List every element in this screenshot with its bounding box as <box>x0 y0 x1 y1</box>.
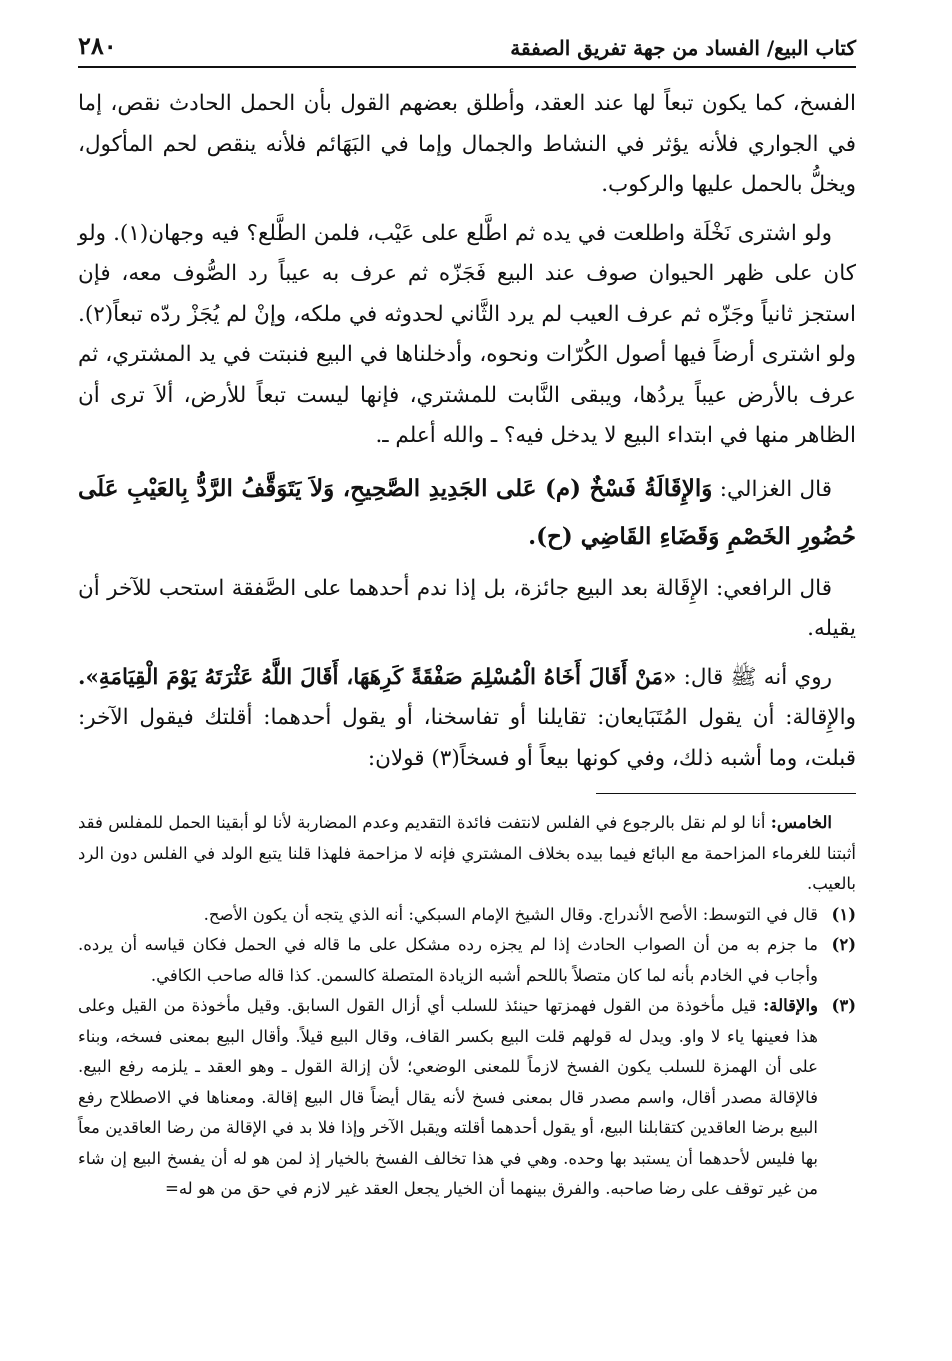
matn-text: وَالإِقَالَةُ فَسْخٌ (م) عَلى الجَدِيدِ الصَّحِيحِ، وَلاَ يَتَوَقَّفُ الرَّدُّ بِالعَيْبِ عَلَى حُضُورِ الخَصْمِ وَقَضَاءِ القَاضِي (ح). <box>78 474 856 550</box>
header-rule <box>78 66 856 68</box>
footnote-3-label: والإقالة: <box>763 996 818 1015</box>
footnote-3-text: قيل مأخوذة من القول فهمزتها حينئذ للسلب أي أزال القول السابق. وقيل مأخوذة من القيل وعلى هذا فعينها ياء لا واو. ويدل له قولهم قلت البيع بكسر القاف، وقال البيع قيلاً. وأقال البيع بمعنى فسخه، وبناء على أن الهمزة للسلب يكون الفسخ لازماً للمعنى الوضعي؛ لأن إزالة القول ـ وهو العقد ـ يلزمه رفع البيع. فالإقالة مصدر أقال، واسم مصدر قال بمعنى فسخ لأنه يقال أيضاً قال البيع إقالة. ومعناها في الاصطلاح رفع البيع برضا العاقدين كتقابلنا البيع، أو يقول أحدهما أقلته ويقبل الآخر وإذا فلا بد في الإقالة من رضا العاقدين معاً بها فليس لأحدهما أن يستبد بها وحده. وهي في هذا تخالف الفسخ بالخيار إذ لمن هو له أن يفسخ البيع إن شاء من غير توقف على رضا صاحبه. والفرق بينهما أن الخيار يجعل العقد غير لازم في حق من هو له= <box>78 996 818 1198</box>
paragraph-2: ولو اشترى نَخْلَة واطلعت في يده ثم اطَّلع على عَيْب، فلمن الطَّلع؟ فيه وجهان(١). ولو كان على ظهر الحيوان صوف عند البيع فَجَزّه ثم عرف به عيباً رد الصُّوف معه، فإن استجز ثانياً وجَزّه ثم عرف العيب لم يرد الثَّاني لحدوثه في ملكه، وإنْ لم يُجَزْ ردّه تبعاً(٢). ولو اشترى أرضاً فيها أصول الكُرّات ونحوه، وأدخلناها في البيع فنبتت في يد المشتري، ثم عرف بالأرض عيباً يردُها، ويبقى النَّابت للمشتري، فإنها ليست تبعاً للأرض، ألاَ ترى أن الظاهر منها في ابتداء البيع لا يدخل فيه؟ ـ والله أعلم ـ. <box>78 220 856 448</box>
footnote-3-number: (٣) <box>831 996 856 1015</box>
paragraph-3: قال الرافعي: الإِقَالة بعد البيع جائزة، بل إذا ندم أحدهما على الصَّفقة استحب للآخر أن يقيله. <box>78 575 856 641</box>
footnote-1-number: (١) <box>831 904 856 924</box>
footnote-continuation <box>78 808 856 900</box>
matn-paragraph <box>78 465 856 561</box>
footnote-2 <box>78 930 856 991</box>
book-page <box>78 24 856 1205</box>
footnote-1 <box>78 900 856 931</box>
footnote-3 <box>78 991 856 1205</box>
hadith-intro: روي أنه ﷺ قال: <box>676 664 832 690</box>
page-header <box>78 24 856 60</box>
paragraph-4 <box>78 658 856 780</box>
footnote-rule <box>596 793 856 794</box>
footnote-3-body <box>78 991 818 1205</box>
paragraph-1: الفسخ، كما يكون تبعاً لها عند العقد، وأطلق بعضهم القول بأن الحمل الحادث نقص، إما في الجواري فلأنه يؤثر في النشاط والجمال وإما في البَهَائم فلأنه ينقص لحم المأكول، ويخلُّ بالحمل عليها والركوب. <box>78 91 856 197</box>
footnotes <box>78 808 856 1205</box>
running-title: كتاب البيع/ الفساد من جهة تفريق الصفقة <box>510 36 856 60</box>
footnote-2-number: (٢) <box>831 935 856 954</box>
footnote-2-text: ما جزم به من أن الصواب الحادث إذا لم يجزه رده مشكل على ما قاله في الحمل فكان قياسه أن يرده. وأجاب في الخادم بأنه لما كان متصلاً باللحم أشبه الزيادة المتصلة كالسمن. كذا قاله صاحب الكافي. <box>78 935 818 985</box>
main-text <box>78 84 856 779</box>
continuation-label: الخامس: <box>770 813 832 832</box>
paragraph-4-rest: والإِقالة: أن يقول المُتَبَايعان: تقايلنا أو تفاسخنا، أو يقول أحدهما: أقلتك فيقول الآخر: قبلت، وما أشبه ذلك، وفي كونها بيعاً أو فسخاً(٣) قولان: <box>78 705 856 771</box>
page-number: ٢٨٠ <box>78 31 117 60</box>
continuation-text: أنا لو لم نقل بالرجوع في الفلس لانتفت فائدة التقديم وعدم المضاربة لأنا لو أبقينا الحمل للمفلس فقد أثبتنا للغرماء المزاحمة مع البائع فيما بيده بخلاف المشتري فإنه لا مزاحمة فلهذا قلنا يتبع الولد في الفلس دون الرد بالعيب. <box>78 813 856 893</box>
hadith-text: «مَنْ أَقَالَ أَخَاهُ الْمُسْلِمَ صَفْقَةً كَرِهَهَا، أَقَالَ اللَّهُ عَثْرَتَهُ يَوْمَ الْقِيَامَةِ». <box>78 664 677 690</box>
matn-intro: قال الغزالي: <box>712 476 832 502</box>
footnote-1-text: قال في التوسط: الأصح الأندراج. وقال الشيخ الإمام السبكي: أنه الذي يتجه أن يكون الأصح. <box>203 904 818 924</box>
